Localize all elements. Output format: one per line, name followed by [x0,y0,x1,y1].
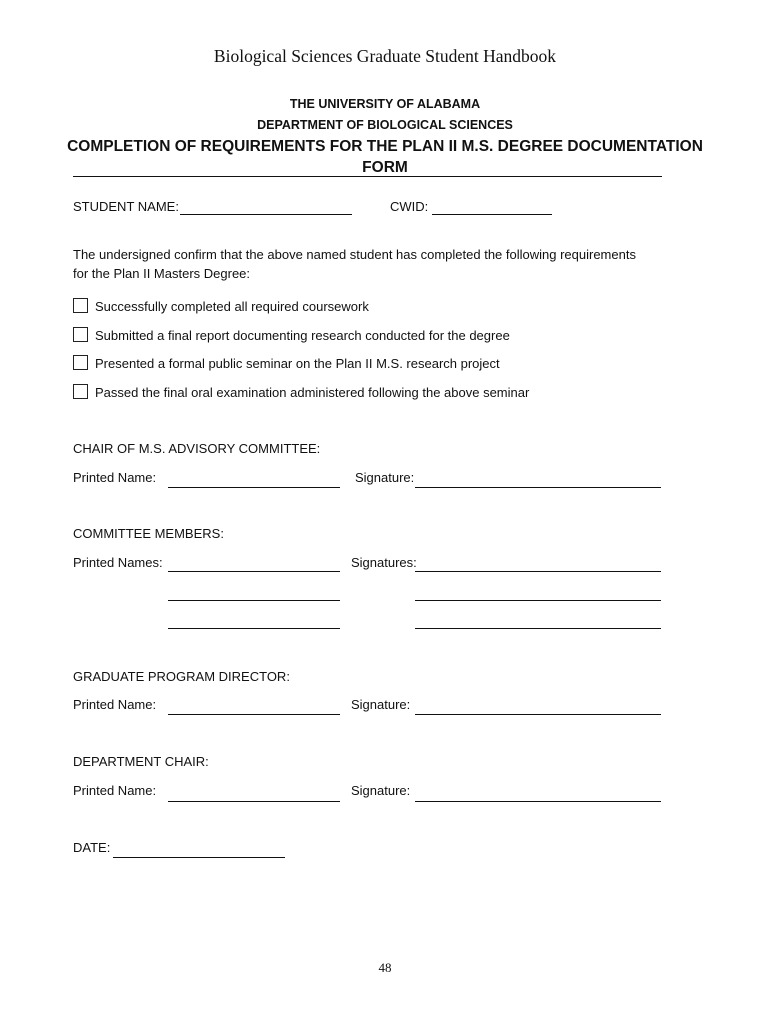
oral-exam-checkbox[interactable] [73,384,88,399]
department-name: DEPARTMENT OF BIOLOGICAL SCIENCES [257,118,513,132]
director-printed-name-label: Printed Name: [73,697,157,712]
form-title-line1: COMPLETION OF REQUIREMENTS FOR THE PLAN II M.S. DEGREE DOCUMENTATION [67,138,703,155]
seminar-checkbox[interactable] [73,355,88,370]
director-signature-field[interactable] [415,714,661,715]
committee-printed-name-field-2[interactable] [168,600,340,601]
coursework-checkbox[interactable] [73,298,88,313]
director-signature-label: Signature: [351,697,411,712]
intro-line1: The undersigned confirm that the above named student has completed the following requirements [73,247,636,262]
committee-printed-name-field-1[interactable] [168,571,340,572]
student-name-field[interactable] [180,214,352,215]
committee-signature-field-2[interactable] [415,600,661,601]
page-number: 48 [378,960,392,975]
chair-heading: CHAIR OF M.S. ADVISORY COMMITTEE: [73,441,321,456]
coursework-label: Successfully completed all required coursework [95,299,369,314]
committee-printed-name-field-3[interactable] [168,628,340,629]
cwid-field[interactable] [432,214,552,215]
director-printed-name-field[interactable] [168,714,340,715]
intro-line2: for the Plan II Masters Degree: [73,266,251,281]
chair-signature-label: Signature: [355,470,415,485]
dept-chair-signature-field[interactable] [415,801,661,802]
title-underline [73,176,662,177]
director-heading: GRADUATE PROGRAM DIRECTOR: [73,669,290,684]
committee-signature-field-1[interactable] [415,571,661,572]
final-report-label: Submitted a final report documenting research conducted for the degree [95,328,510,343]
dept-chair-printed-name-field[interactable] [168,801,340,802]
date-label: DATE: [73,840,111,855]
cwid-label: CWID: [390,199,429,214]
committee-signatures-label: Signatures: [351,555,417,570]
final-report-checkbox[interactable] [73,327,88,342]
chair-printed-name-label: Printed Name: [73,470,157,485]
running-header: Biological Sciences Graduate Student Handbook [213,46,557,66]
dept-chair-printed-name-label: Printed Name: [73,783,157,798]
chair-printed-name-field[interactable] [168,487,340,488]
university-name: THE UNIVERSITY OF ALABAMA [289,97,481,111]
form-title-line2: FORM [362,159,408,176]
chair-signature-field[interactable] [415,487,661,488]
student-name-label: STUDENT NAME: [73,199,179,214]
dept-chair-heading: DEPARTMENT CHAIR: [73,754,209,769]
seminar-label: Presented a formal public seminar on the Plan II M.S. research project [95,356,500,371]
committee-printed-names-label: Printed Names: [73,555,163,570]
committee-heading: COMMITTEE MEMBERS: [73,526,224,541]
date-field[interactable] [113,857,285,858]
committee-signature-field-3[interactable] [415,628,661,629]
dept-chair-signature-label: Signature: [351,783,411,798]
oral-exam-label: Passed the final oral examination administered following the above seminar [95,385,530,400]
